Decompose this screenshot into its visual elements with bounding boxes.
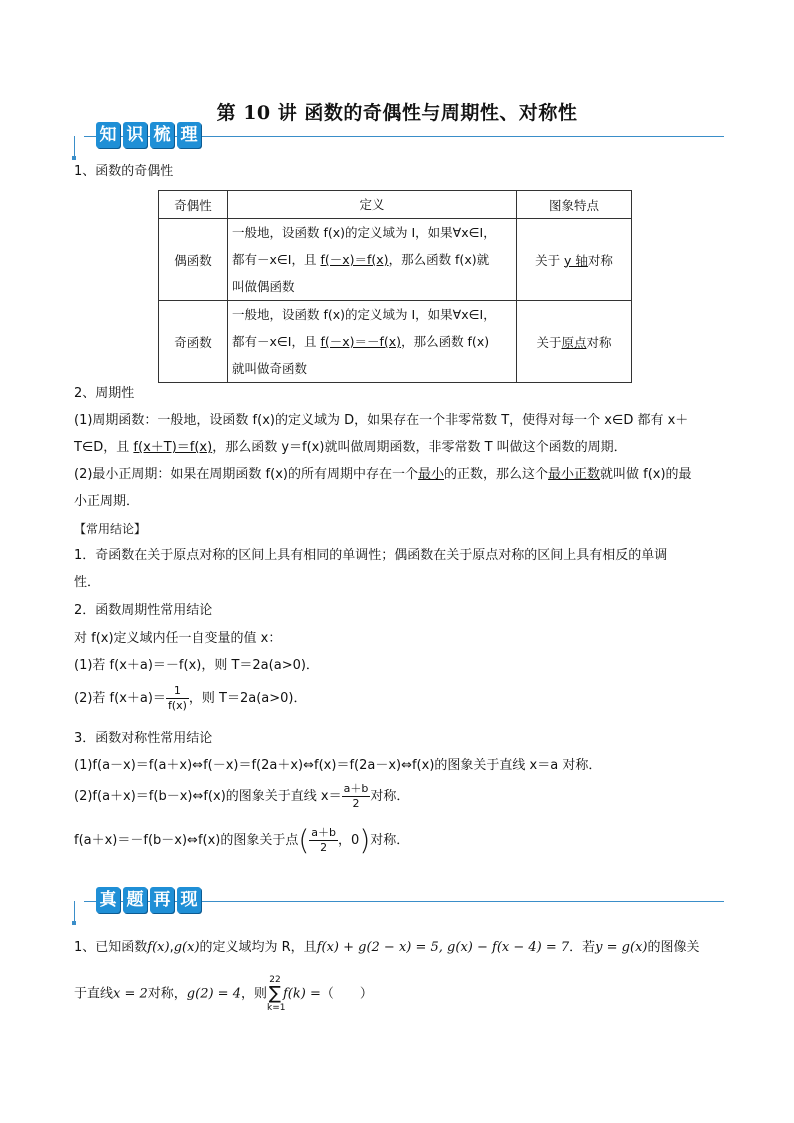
text-line: (1)周期函数：一般地，设函数 f(x)的定义域为 D，如果存在一个非零常数 T，使得对每一个 x∈D 都有 x＋: [74, 413, 689, 428]
period-paragraph-2: [74, 464, 724, 513]
sum-lower: k=1: [266, 1003, 286, 1013]
denominator: 2: [352, 797, 360, 810]
underlined: 最小: [417, 467, 444, 482]
badge-char: 现: [177, 887, 201, 913]
underlined: f(x＋T)＝f(x): [133, 440, 213, 455]
common-heading: 【常用结论】: [74, 522, 147, 536]
period-paragraph-1: [74, 410, 724, 459]
math: g(x): [173, 940, 200, 955]
def-line: 一般地，设函数 f(x)的定义域为 I，如果∀x∈I，: [232, 307, 496, 322]
feature-text: 对称: [587, 252, 613, 268]
fraction: [342, 782, 371, 811]
section-dot: [72, 921, 76, 925]
right-paren: ): [359, 823, 371, 857]
feature-text: 关于: [536, 334, 562, 350]
row-definition: [228, 301, 517, 383]
text: ，那么函数 y＝f(x)就叫做周期函数，非零常数 T 叫做这个函数的周期．: [212, 440, 627, 455]
summation: [266, 975, 286, 1013]
section-rule-vertical: [74, 136, 75, 158]
feature-underlined: 原点: [561, 334, 587, 350]
badge-char: 识: [123, 122, 147, 148]
text: 对称，: [147, 986, 187, 1002]
numerator: 1: [166, 684, 189, 699]
table-header: 奇偶性: [159, 191, 228, 219]
text-line: 1．奇函数在关于原点对称的区间上具有相同的单调性；偶函数在关于原点对称的区间上具有相反的单调: [74, 548, 668, 563]
def-text: 都有－x∈I，且: [232, 252, 321, 267]
text-line: [74, 975, 724, 1013]
question-1: [74, 937, 724, 1013]
answer-blank: （ ）: [320, 986, 373, 1002]
text: ，则 T＝2a(a>0)．: [188, 691, 307, 706]
def-underlined: f(－x)＝f(x): [320, 252, 389, 267]
conclusion-3-item-2: [74, 782, 724, 811]
badge-char: 再: [150, 887, 174, 913]
conclusion-3-item-1: (1)f(a－x)＝f(a＋x)⇔f(－x)＝f(2a＋x)⇔f(x)＝f(2a－x)⇔f(x)的图象关于直线 x＝a 对称．: [74, 758, 602, 773]
def-text: ，那么函数 f(x): [401, 334, 490, 349]
text: ，0: [338, 833, 360, 848]
parity-heading: 1、函数的奇偶性: [74, 164, 174, 179]
sum-upper: 22: [269, 975, 281, 985]
text: 就叫做 f(x)的最: [600, 467, 692, 482]
text: ，则: [240, 986, 267, 1002]
fraction: [309, 826, 338, 855]
def-line: [232, 246, 512, 273]
conclusion-2-item-2: [74, 684, 724, 713]
numerator: a＋b: [311, 826, 337, 839]
row-name: 偶函数: [159, 219, 228, 301]
conclusion-2-heading: 2．函数周期性常用结论: [74, 603, 213, 618]
def-underlined: f(－x)＝－f(x): [320, 334, 402, 349]
section-rule-vertical: [74, 901, 75, 923]
text: ．若: [569, 940, 596, 955]
table-header: 定义: [228, 191, 517, 219]
section-dot: [72, 156, 76, 160]
page-title: 第 10 讲 函数的奇偶性与周期性、对称性: [216, 102, 578, 124]
row-feature: [517, 219, 632, 301]
left-paren: (: [298, 823, 310, 857]
math: y = g(x): [595, 940, 648, 955]
badge-char: 理: [177, 122, 201, 148]
feature-underlined: y 轴: [564, 252, 588, 268]
def-text: ，那么函数 f(x)就: [388, 252, 490, 267]
text-line: [74, 937, 724, 959]
underlined: 最小正数: [548, 467, 601, 482]
conclusion-3-item-3: [74, 823, 724, 857]
conclusion-2-item-1: (1)若 f(x＋a)＝－f(x)，则 T＝2a(a>0)．: [74, 658, 319, 673]
fraction: [166, 684, 189, 713]
text: ,: [169, 940, 174, 955]
text: f(a＋x)＝－f(b－x)⇔f(x)的图象关于点: [74, 833, 299, 848]
text: 1、已知函数: [74, 940, 148, 955]
denominator: f(x): [167, 699, 187, 712]
row-name: 奇函数: [159, 301, 228, 383]
text-line: [74, 464, 724, 486]
conclusion-3-heading: 3．函数对称性常用结论: [74, 731, 213, 746]
text-line: [74, 437, 724, 459]
table-row: [159, 301, 632, 383]
math: f(x): [147, 940, 170, 955]
denominator: 2: [320, 841, 328, 854]
text: 对称．: [370, 833, 410, 848]
section-badge: [96, 122, 204, 148]
table-row: [159, 219, 632, 301]
conclusion-1: [74, 545, 724, 594]
section-header-knowledge: [74, 120, 724, 160]
badge-char: 真: [96, 887, 120, 913]
row-definition: [228, 219, 517, 301]
badge-char: 题: [123, 887, 147, 913]
def-text: 都有－x∈I，且: [232, 334, 321, 349]
def-line: [232, 328, 512, 355]
text: T∈D，且: [74, 440, 134, 455]
badge-char: 梳: [150, 122, 174, 148]
math: f(k) =: [282, 986, 321, 1002]
text: 的图像关: [647, 940, 700, 955]
section-badge: [96, 887, 204, 913]
def-line: 就叫做奇函数: [232, 361, 308, 376]
feature-text: 关于: [535, 252, 565, 268]
text: (2)最小正周期：如果在周期函数 f(x)的所有周期中存在一个: [74, 467, 418, 482]
math: f(x) + g(2 − x) = 5, g(x) − f(x − 4) = 7: [316, 940, 570, 955]
row-feature: [517, 301, 632, 383]
text-line: 小正周期．: [74, 494, 140, 509]
period-heading: 2、周期性: [74, 386, 135, 401]
conclusion-2-intro: 对 f(x)定义域内任一自变量的值 x：: [74, 631, 282, 646]
text: 的正数，那么这个: [443, 467, 548, 482]
def-line: 叫做偶函数: [232, 279, 295, 294]
parity-table: [158, 190, 632, 383]
table-header-row: [159, 191, 632, 219]
text: (2)若 f(x＋a)＝: [74, 691, 166, 706]
math: x = 2: [113, 986, 148, 1002]
sigma-icon: ∑: [268, 983, 282, 1004]
text-line: 性．: [74, 575, 101, 590]
math: g(2) = 4: [186, 986, 241, 1002]
feature-text: 对称: [586, 334, 612, 350]
def-line: 一般地，设函数 f(x)的定义域为 I，如果∀x∈I，: [232, 225, 496, 240]
text: 于直线: [74, 986, 114, 1002]
table-header: 图象特点: [517, 191, 632, 219]
text: 的定义域均为 R，且: [199, 940, 317, 955]
section-header-past-exams: [74, 885, 724, 925]
text: (2)f(a＋x)＝f(b－x)⇔f(x)的图象关于直线 x＝: [74, 789, 342, 804]
text: 对称．: [370, 789, 410, 804]
badge-char: 知: [96, 122, 120, 148]
numerator: a＋b: [343, 782, 369, 795]
